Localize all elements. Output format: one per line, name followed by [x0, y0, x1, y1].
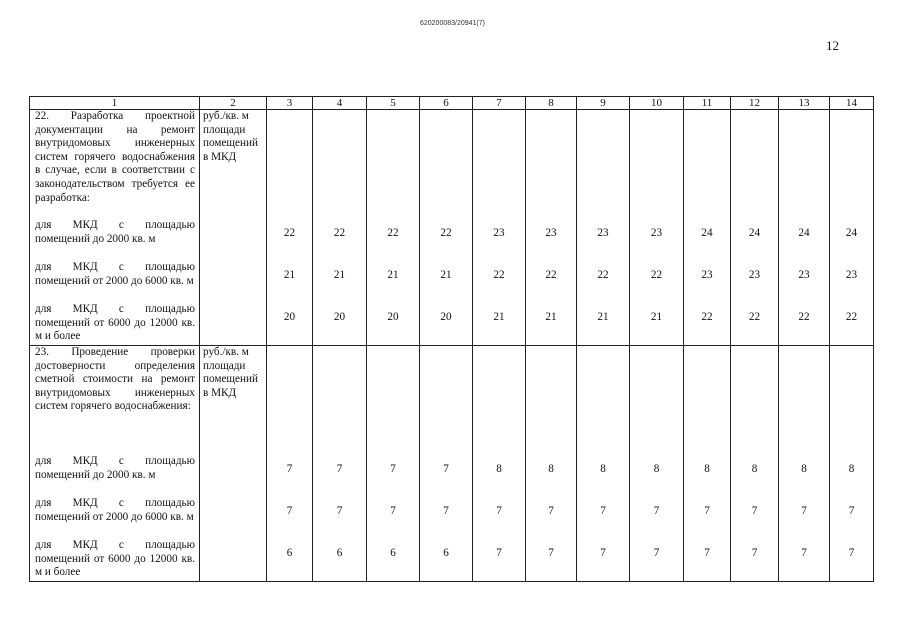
- value-cell: [473, 497, 526, 539]
- value-cell: [473, 539, 526, 582]
- value-text: 7: [336, 463, 343, 475]
- value-cell: [779, 539, 830, 582]
- table-row: [30, 261, 874, 303]
- value-cell: [313, 261, 367, 303]
- value-text: 8: [548, 463, 554, 475]
- value-cell: [684, 261, 731, 303]
- value-text: 23: [798, 269, 810, 281]
- value-cell: [830, 219, 874, 261]
- value-cell: [731, 303, 779, 346]
- value-cell: [830, 497, 874, 539]
- value-cell: [684, 303, 731, 346]
- value-cell: [420, 455, 473, 497]
- table-row: [30, 497, 874, 539]
- value-cell: [267, 219, 313, 261]
- value-text: 20: [440, 311, 452, 323]
- value-cell: [577, 539, 630, 582]
- value-text: 21: [493, 311, 505, 323]
- value-text: 8: [600, 463, 606, 475]
- value-text: 21: [597, 311, 609, 323]
- empty-cell: [630, 346, 684, 456]
- value-cell: [779, 455, 830, 497]
- row-label: для МКД с площадью помещений от 2000 до 6000 кв. м: [30, 497, 200, 539]
- value-cell: [420, 539, 473, 582]
- row-label: для МКД с площадью помещений от 6000 до 12000 кв. м и более: [30, 303, 200, 346]
- value-text: 7: [286, 463, 293, 475]
- empty-cell: [200, 303, 267, 346]
- value-text: 22: [650, 269, 663, 281]
- section-title: 22. Разработка проектной документации на ремонт внутридомовых инженерных систем горячего водоснабжения в случае, если в соответствии с законодательством требуется ее разработка:: [30, 110, 200, 220]
- page-number: 12: [826, 38, 839, 53]
- empty-cell: [473, 110, 526, 220]
- table-row: [30, 455, 874, 497]
- value-cell: [526, 497, 577, 539]
- empty-cell: [367, 110, 420, 220]
- value-cell: [684, 455, 731, 497]
- column-header: 14: [830, 97, 874, 110]
- value-cell: [526, 455, 577, 497]
- column-header: 10: [630, 97, 684, 110]
- empty-cell: [473, 346, 526, 456]
- column-header: 2: [200, 97, 267, 110]
- unit-cell: руб./кв. м площади помещений в МКД: [200, 110, 267, 220]
- empty-cell: [830, 110, 874, 220]
- empty-cell: [420, 346, 473, 456]
- column-header: 9: [577, 97, 630, 110]
- value-text: 7: [548, 547, 554, 559]
- value-cell: [577, 219, 630, 261]
- row-label: для МКД с площадью помещений от 6000 до 12000 кв. м и более: [30, 539, 200, 582]
- empty-cell: [779, 346, 830, 456]
- value-text: 7: [600, 505, 606, 517]
- value-cell: [420, 497, 473, 539]
- value-text: 7: [751, 547, 758, 559]
- empty-cell: [313, 346, 367, 456]
- value-text: 24: [701, 227, 713, 239]
- value-cell: [731, 219, 779, 261]
- value-cell: [526, 219, 577, 261]
- value-cell: [731, 497, 779, 539]
- value-cell: [779, 219, 830, 261]
- empty-cell: [526, 110, 577, 220]
- value-text: 24: [798, 227, 810, 239]
- value-text: 8: [496, 463, 502, 475]
- value-cell: [267, 303, 313, 346]
- column-header: 1: [30, 97, 200, 110]
- value-text: 21: [650, 311, 663, 323]
- value-cell: [267, 497, 313, 539]
- value-text: 23: [701, 269, 713, 281]
- value-cell: [684, 219, 731, 261]
- unit-cell: руб./кв. м площади помещений в МКД: [200, 346, 267, 456]
- value-text: 7: [496, 505, 502, 517]
- value-text: 22: [440, 227, 452, 239]
- value-cell: [313, 219, 367, 261]
- value-text: 23: [597, 227, 609, 239]
- column-header: 6: [420, 97, 473, 110]
- value-text: 24: [748, 227, 761, 239]
- value-text: 22: [387, 227, 399, 239]
- value-cell: [367, 497, 420, 539]
- value-cell: [267, 539, 313, 582]
- value-cell: [313, 497, 367, 539]
- value-cell: [367, 261, 420, 303]
- column-header: 13: [779, 97, 830, 110]
- value-text: 22: [493, 269, 505, 281]
- row-label: для МКД с площадью помещений до 2000 кв. м: [30, 455, 200, 497]
- empty-cell: [779, 110, 830, 220]
- row-label: для МКД с площадью помещений до 2000 кв. м: [30, 219, 200, 261]
- value-text: 7: [548, 505, 554, 517]
- value-text: 8: [704, 463, 710, 475]
- value-text: 23: [845, 269, 858, 281]
- section-title: 23. Проведение проверки достоверности определения сметной стоимости на ремонт внутридомовых инженерных систем горячего водоснабжения:: [30, 346, 200, 456]
- value-text: 20: [333, 311, 346, 323]
- value-text: 6: [286, 547, 293, 559]
- empty-cell: [731, 346, 779, 456]
- column-header: 11: [684, 97, 731, 110]
- value-cell: [830, 455, 874, 497]
- empty-cell: [684, 346, 731, 456]
- value-cell: [630, 303, 684, 346]
- value-text: 7: [848, 547, 855, 559]
- value-text: 22: [545, 269, 557, 281]
- value-cell: [526, 261, 577, 303]
- value-text: 7: [653, 505, 660, 517]
- value-cell: [830, 539, 874, 582]
- value-cell: [526, 303, 577, 346]
- empty-cell: [200, 539, 267, 582]
- empty-cell: [267, 110, 313, 220]
- document-code: 620200083/20941(7): [419, 20, 485, 27]
- value-text: 7: [390, 463, 396, 475]
- value-text: 22: [283, 227, 296, 239]
- value-cell: [731, 455, 779, 497]
- value-text: 21: [440, 269, 452, 281]
- value-cell: [367, 539, 420, 582]
- value-cell: [630, 455, 684, 497]
- value-text: 7: [390, 505, 396, 517]
- value-text: 7: [496, 547, 502, 559]
- value-cell: [367, 455, 420, 497]
- value-text: 6: [390, 547, 396, 559]
- value-text: 8: [801, 463, 807, 475]
- value-cell: [267, 455, 313, 497]
- value-text: 8: [848, 463, 855, 475]
- value-text: 20: [387, 311, 399, 323]
- value-cell: [313, 455, 367, 497]
- value-text: 7: [751, 505, 758, 517]
- value-text: 22: [701, 311, 713, 323]
- column-header: 3: [267, 97, 313, 110]
- value-text: 23: [493, 227, 505, 239]
- value-text: 23: [650, 227, 663, 239]
- column-header: 8: [526, 97, 577, 110]
- value-text: 22: [333, 227, 346, 239]
- value-text: 21: [283, 269, 296, 281]
- value-text: 8: [653, 463, 660, 475]
- empty-cell: [684, 110, 731, 220]
- value-text: 7: [704, 505, 710, 517]
- table-row: [30, 539, 874, 582]
- value-cell: [830, 303, 874, 346]
- value-text: 21: [387, 269, 399, 281]
- empty-cell: [526, 346, 577, 456]
- value-cell: [267, 261, 313, 303]
- value-cell: [577, 497, 630, 539]
- empty-cell: [420, 110, 473, 220]
- value-text: 22: [798, 311, 810, 323]
- empty-cell: [830, 346, 874, 456]
- value-cell: [367, 303, 420, 346]
- empty-cell: [577, 346, 630, 456]
- value-text: 8: [751, 463, 758, 475]
- column-header: 12: [731, 97, 779, 110]
- value-text: 23: [748, 269, 761, 281]
- empty-cell: [200, 455, 267, 497]
- value-text: 22: [597, 269, 609, 281]
- value-cell: [473, 219, 526, 261]
- value-cell: [313, 539, 367, 582]
- value-text: 22: [748, 311, 761, 323]
- value-cell: [630, 219, 684, 261]
- value-cell: [731, 539, 779, 582]
- empty-cell: [577, 110, 630, 220]
- value-cell: [779, 261, 830, 303]
- empty-cell: [267, 346, 313, 456]
- row-label: для МКД с площадью помещений от 2000 до 6000 кв. м: [30, 261, 200, 303]
- value-cell: [420, 219, 473, 261]
- value-text: 20: [283, 311, 296, 323]
- empty-cell: [200, 219, 267, 261]
- value-cell: [420, 303, 473, 346]
- empty-cell: [630, 110, 684, 220]
- value-text: 7: [600, 547, 606, 559]
- value-text: 7: [704, 547, 710, 559]
- value-cell: [577, 261, 630, 303]
- value-text: 23: [545, 227, 557, 239]
- value-cell: [526, 539, 577, 582]
- value-cell: [630, 497, 684, 539]
- value-cell: [830, 261, 874, 303]
- value-text: 24: [845, 227, 858, 239]
- empty-cell: [200, 497, 267, 539]
- value-cell: [473, 455, 526, 497]
- value-text: 7: [801, 547, 807, 559]
- empty-cell: [313, 110, 367, 220]
- value-cell: [630, 261, 684, 303]
- column-header-row: [30, 97, 874, 110]
- value-cell: [779, 303, 830, 346]
- tariff-table: [29, 96, 874, 582]
- value-text: 6: [336, 547, 343, 559]
- value-cell: [577, 455, 630, 497]
- value-text: 7: [801, 505, 807, 517]
- column-header: 4: [313, 97, 367, 110]
- value-cell: [779, 497, 830, 539]
- value-cell: [420, 261, 473, 303]
- value-cell: [473, 303, 526, 346]
- column-header: 5: [367, 97, 420, 110]
- value-cell: [473, 261, 526, 303]
- value-text: 7: [848, 505, 855, 517]
- value-text: 7: [286, 505, 293, 517]
- value-cell: [684, 539, 731, 582]
- column-header: 7: [473, 97, 526, 110]
- empty-cell: [200, 261, 267, 303]
- value-text: 21: [545, 311, 557, 323]
- empty-cell: [367, 346, 420, 456]
- empty-cell: [731, 110, 779, 220]
- value-text: 7: [443, 505, 449, 517]
- section-title-row: [30, 346, 874, 456]
- value-cell: [313, 303, 367, 346]
- value-text: 7: [336, 505, 343, 517]
- value-cell: [630, 539, 684, 582]
- value-cell: [367, 219, 420, 261]
- value-text: 22: [845, 311, 858, 323]
- value-text: 6: [443, 547, 449, 559]
- value-cell: [577, 303, 630, 346]
- value-text: 7: [443, 463, 449, 475]
- table-row: [30, 219, 874, 261]
- value-cell: [684, 497, 731, 539]
- value-cell: [731, 261, 779, 303]
- value-text: 7: [653, 547, 660, 559]
- section-title-row: [30, 110, 874, 220]
- table-row: [30, 303, 874, 346]
- value-text: 21: [333, 269, 346, 281]
